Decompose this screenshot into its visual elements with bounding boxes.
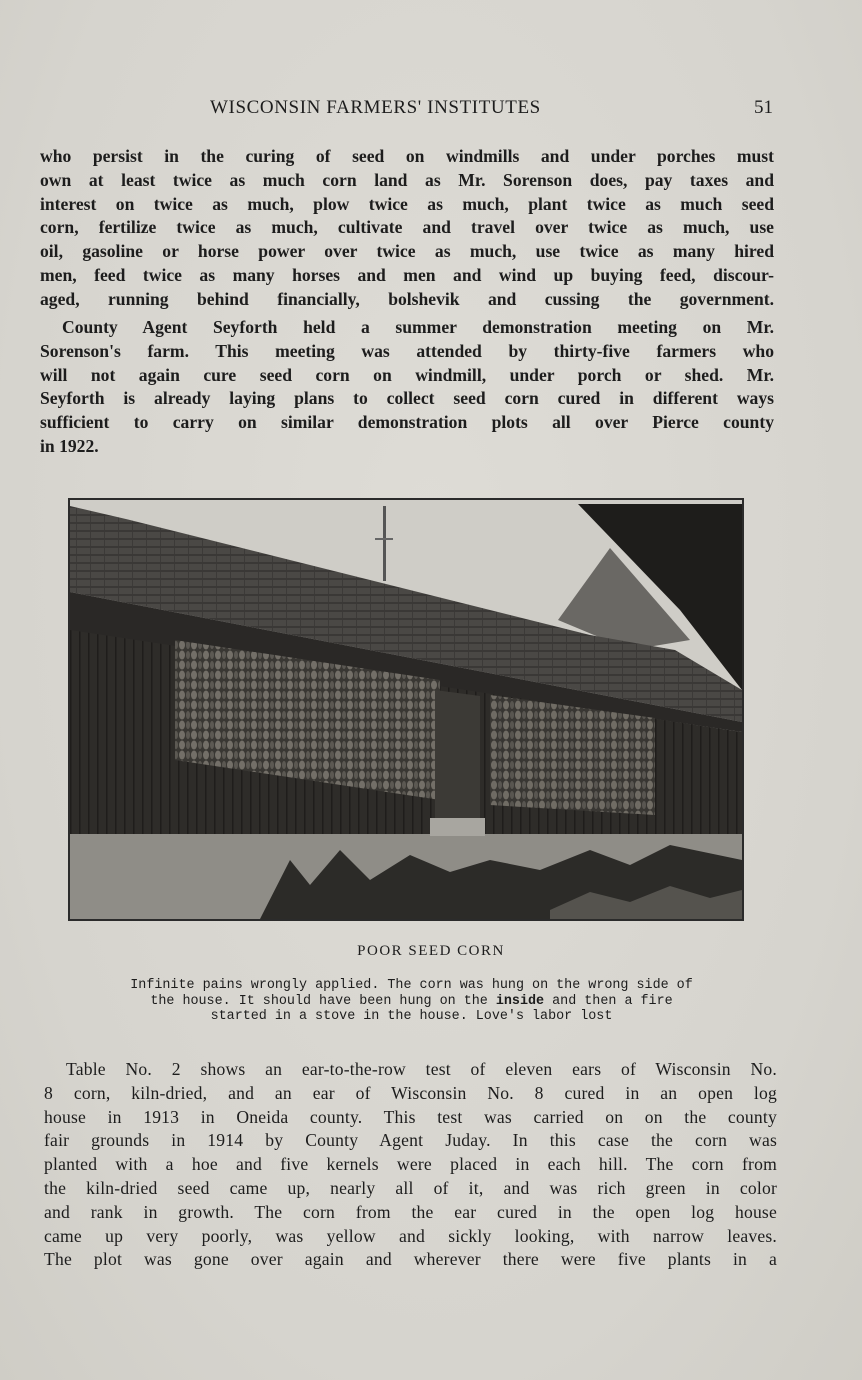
text-line: aged, running behind financially, bolshevik and cussing the government. — [40, 288, 774, 309]
text-line: sufficient to carry on similar demonstration plots all over Pierce county — [40, 412, 774, 433]
text-line: came up very poorly, was yellow and sickly looking, with narrow leaves. — [44, 1225, 777, 1246]
text-line: 8 corn, kiln-dried, and an ear of Wisconsin No. 8 cured in an open log — [44, 1082, 777, 1103]
caption-text: and then a fire — [552, 993, 673, 1009]
text-line: Table No. 2 shows an ear-to-the-row test of eleven ears of Wisconsin No. — [66, 1059, 777, 1079]
text-line: men, feed twice as many horses and men and wind up buying feed, discour- — [40, 264, 774, 285]
text-line: oil, gasoline or horse power over twice as much, use twice as many hired — [40, 241, 774, 262]
caption-line — [44, 994, 779, 1010]
running-title: WISCONSIN FARMERS' INSTITUTES — [210, 97, 541, 118]
caption-line: started in a stove in the house. Love's labor lost — [210, 1009, 613, 1024]
caption-emphasis: inside — [495, 993, 545, 1009]
text-line: The plot was gone over again and wherever there were five plants in a — [44, 1249, 777, 1270]
figure-caption — [44, 978, 779, 1025]
text-line: in 1922. — [40, 435, 99, 456]
text-line: the kiln-dried seed came up, nearly all of it, and was rich green in color — [44, 1177, 777, 1198]
text-line: County Agent Seyforth held a summer demonstration meeting on Mr. — [62, 317, 774, 337]
text-line: Seyforth is already laying plans to collect seed corn cured in different ways — [40, 388, 774, 409]
text-line: own at least twice as much corn land as Mr. Sorenson does, pay taxes and — [40, 169, 774, 190]
text-line: who persist in the curing of seed on windmills and under porches must — [40, 146, 774, 166]
figure-caption-title: POOR SEED CORN — [357, 943, 505, 959]
text-line: house in 1913 in Oneida county. This test was carried on on the county — [44, 1106, 777, 1127]
text-line: corn, fertilize twice as much, cultivate and travel over twice as much, use — [40, 217, 774, 238]
text-line: planted with a hoe and five kernels were placed in each hill. The corn from — [44, 1154, 777, 1175]
paragraph-3 — [44, 1058, 777, 1272]
text-line: interest on twice as much, plow twice as much, plant twice as much seed — [40, 193, 774, 214]
running-header — [40, 97, 775, 121]
paragraph-2 — [40, 316, 774, 459]
text-line: Sorenson's farm. This meeting was attended by thirty-five farmers who — [40, 340, 774, 361]
barn-photograph — [68, 498, 744, 921]
paragraph-1 — [40, 145, 774, 312]
caption-text: the house. It should have been hung on the — [150, 993, 488, 1009]
page-number: 51 — [754, 97, 773, 118]
caption-line: Infinite pains wrongly applied. The corn was hung on the wrong side of — [130, 978, 693, 993]
text-line: will not again cure seed corn on windmill, under porch or shed. Mr. — [40, 364, 774, 385]
text-line: and rank in growth. The corn from the ear cured in the open log house — [44, 1201, 777, 1222]
text-line: fair grounds in 1914 by County Agent Juday. In this case the corn was — [44, 1130, 777, 1151]
